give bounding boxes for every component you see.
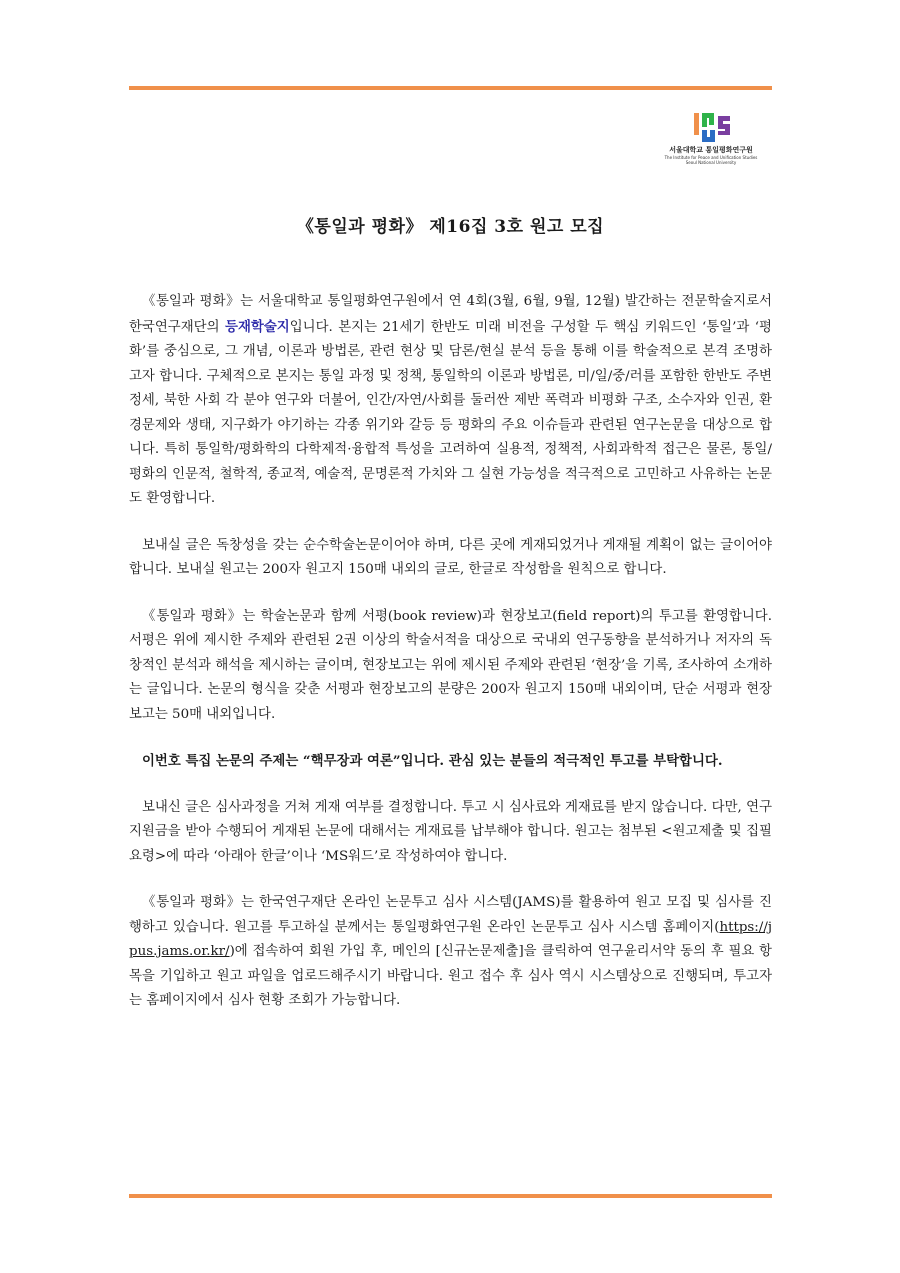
jams-text-a: 《통일과 평화》는 한국연구재단 온라인 논문투고 심사 시스템(JAMS)를 활용하여 원고 모집 및 심사를 진행하고 있습니다. 원고를 투고하실 분께서는 통일평화연구원 온라인 논문투고 심사 시스템 홈페이지(: [129, 895, 772, 935]
paragraph-review-process: 보내신 글은 심사과정을 거쳐 게재 여부를 결정합니다. 투고 시 심사료와 게재료를 받지 않습니다. 다만, 연구지원금을 받아 수행되어 게재된 논문에 대해서는 게재료를 납부해야 합니다. 원고는 첨부된 <원고제출 및 집필요령>에 따라 ‘아래아 한글’이나 ‘MS워드’로 작성하여야 합니다.: [129, 799, 772, 864]
bottom-divider: [129, 1194, 772, 1198]
paragraph-special-topic: 이번호 특집 논문의 주제는 “핵무장과 여론”입니다. 관심 있는 분들의 적극적인 투고를 부탁합니다.: [142, 753, 723, 769]
org-name-english-line2: Seoul National University: [685, 160, 737, 165]
paragraph-intro: [129, 290, 772, 512]
paragraph-submission-requirements: 보내실 글은 독창성을 갖는 순수학술논문이어야 하며, 다른 곳에 게재되었거나 게재될 계획이 없는 글이어야 합니다. 보내실 원고는 200자 원고지 150매 내외의 글로, 한글로 작성함을 원칙으로 합니다.: [129, 537, 772, 577]
document-body: [129, 290, 772, 1036]
org-name-korean: 서울대학교 통일평화연구원: [669, 146, 753, 154]
institute-logo: [652, 104, 770, 174]
ipus-logo-icon: [691, 104, 731, 146]
org-name-english-line1: The Institute for Peace and Unification Studies: [664, 155, 758, 160]
intro-text-a: 《통일과 평화》는 서울대학교 통일평화연구원에서 연 4회(3월, 6월, 9월, 12월) 발간하는 전문학술지로서 한국연구재단의: [129, 294, 772, 335]
paragraph-reviews-reports: 《통일과 평화》는 학술논문과 함께 서평(book review)과 현장보고(field report)의 투고를 환영합니다. 서평은 위에 제시한 주제와 관련된 2권 이상의 학술서적을 대상으로 국내외 연구동향을 분석하거나 저자의 독창적인 분석과 해석을 제시하는 글이며, 현장보고는 위에 제시된 주제와 관련된 ‘현장’을 기록, 조사하여 소개하는 글입니다. 논문의 형식을 갖춘 서평과 현장보고의 분량은 200자 원고지 150매 내외이며, 단순 서평과 현장보고는 50매 내외입니다.: [129, 608, 772, 722]
jams-homepage-link[interactable]: https://jpus.jams.or.kr/: [129, 919, 772, 959]
jams-text-b: )에 접속하여 회원 가입 후, 메인의 [신규논문제출]을 클릭하여 연구윤리서약 동의 후 필요 항목을 기입하고 원고 파일을 업로드해주시기 바랍니다. 원고 접수 후 심사 역시 시스템상으로 진행되며, 투고자는 홈페이지에서 심사 현황 조회가 가능합니다.: [129, 944, 772, 1008]
accredited-journal-highlight: 등재학술지: [225, 318, 290, 335]
intro-text-b: 입니다. 본지는 21세기 한반도 미래 비전을 구성할 두 핵심 키워드인 ‘통일’과 ‘평화’를 중심으로, 그 개념, 이론과 방법론, 관련 현상 및 담론/현실 분석 등을 통해 이를 학술적으로 본격 조명하고자 합니다. 구체적으로 본지는 통일 과정 및 정책, 통일학의 이론과 방법론, 미/일/중/러를 포함한 한반도 주변 정세, 북한 사회 각 분야 연구와 더불어, 인간/자연/사회를 둘러싼 제반 폭력과 비평화 구조, 소수자와 인권, 환경문제와 생태, 지구화가 야기하는 각종 위기와 갈등 등 평화의 주요 이슈들과 관련된 연구논문을 대상으로 합니다. 특히 통일학/평화학의 다학제적·융합적 특성을 고려하여 실용적, 정책적, 사회과학적 접근은 물론, 통일/평화의 인문적, 철학적, 종교적, 예술적, 문명론적 가치와 그 실현 가능성을 적극적으로 고민하고 사유하는 논문도 환영합니다.: [129, 319, 772, 506]
paragraph-jams-system: [129, 891, 772, 1014]
document-title: 《통일과 평화》 제16집 3호 원고 모집: [296, 217, 605, 237]
top-divider: [129, 86, 772, 90]
